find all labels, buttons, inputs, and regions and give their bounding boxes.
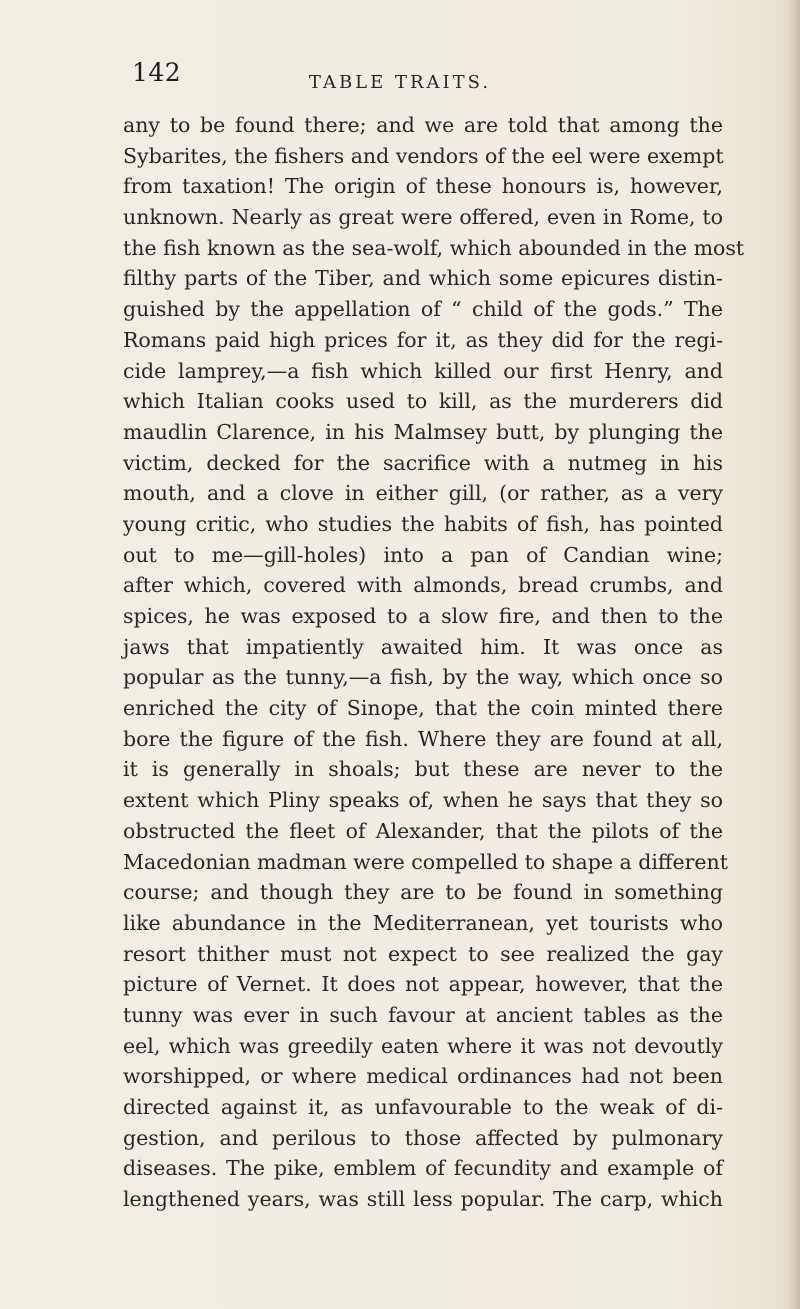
text-line: out to me—gill-holes) into a pan of Candian wine; bbox=[123, 542, 723, 567]
text-line: resort thither must not expect to see realized the gay bbox=[123, 941, 723, 966]
text-line: guished by the appellation of “ child of the gods.” The bbox=[123, 297, 723, 322]
text-line: young critic, who studies the habits of fish, has pointed bbox=[123, 511, 723, 536]
text-line: from taxation! The origin of these honours is, however, bbox=[123, 174, 723, 199]
text-line: lengthened years, was still less popular. The carp, which bbox=[123, 1187, 723, 1212]
text-line: the fish known as the sea-wolf, which abounded in the most bbox=[123, 235, 745, 260]
text-line: directed against it, as unfavourable to the weak of di- bbox=[123, 1095, 723, 1119]
text-line: spices, he was exposed to a slow fire, and then to the bbox=[123, 604, 723, 628]
text-line: bore the figure of the fish. Where they are found at all, bbox=[123, 726, 723, 751]
text-line: picture of Vernet. It does not appear, however, that the bbox=[123, 972, 723, 997]
text-line: after which, covered with almonds, bread crumbs, and bbox=[123, 573, 723, 598]
text-line: diseases. The pike, emblem of fecundity and example of bbox=[123, 1156, 723, 1181]
text-line: worshipped, or where medical ordinances had not been bbox=[123, 1064, 723, 1089]
text-line: enriched the city of Sinope, that the coin minted there bbox=[123, 696, 723, 721]
text-line: which Italian cooks used to kill, as the murderers did bbox=[123, 389, 723, 414]
text-line: Romans paid high prices for it, as they did for the regi- bbox=[123, 327, 723, 352]
text-line: gestion, and perilous to those affected by pulmonary bbox=[123, 1125, 723, 1150]
text-line: victim, decked for the sacrifice with a nutmeg in his bbox=[123, 450, 723, 475]
page-edge-shadow bbox=[786, 0, 800, 1309]
text-line: Sybarites, the fishers and vendors of the eel were exempt bbox=[123, 143, 724, 168]
text-line: course; and though they are to be found in something bbox=[123, 880, 723, 905]
body-paragraph bbox=[123, 110, 745, 1215]
text-line: cide lamprey,—a fish which killed our first Henry, and bbox=[123, 358, 723, 383]
text-line: mouth, and a clove in either gill, (or rather, as a very bbox=[123, 481, 723, 506]
page-number: 142 bbox=[132, 58, 182, 87]
text-line: filthy parts of the Tiber, and which some epicures distin- bbox=[123, 266, 723, 291]
text-line: any to be found there; and we are told that among the bbox=[123, 113, 723, 137]
text-line: unknown. Nearly as great were offered, even in Rome, to bbox=[123, 205, 723, 230]
text-line: obstructed the fleet of Alexander, that the pilots of the bbox=[123, 818, 723, 843]
text-line: extent which Pliny speaks of, when he says that they so bbox=[123, 788, 723, 813]
text-line: maudlin Clarence, in his Malmsey butt, by plunging the bbox=[123, 419, 723, 444]
text-line: jaws that impatiently awaited him. It was once as bbox=[123, 634, 723, 659]
text-line: like abundance in the Mediterranean, yet tourists who bbox=[123, 910, 723, 935]
text-line: popular as the tunny,—a fish, by the way, which once so bbox=[123, 665, 723, 690]
text-line: tunny was ever in such favour at ancient tables as the bbox=[123, 1002, 723, 1027]
text-line: eel, which was greedily eaten where it was not devoutly bbox=[123, 1033, 723, 1058]
running-title: TABLE TRAITS. bbox=[308, 72, 492, 93]
text-line: Macedonian madman were compelled to shape a different bbox=[123, 849, 728, 874]
text-line: it is generally in shoals; but these are never to the bbox=[123, 757, 723, 782]
